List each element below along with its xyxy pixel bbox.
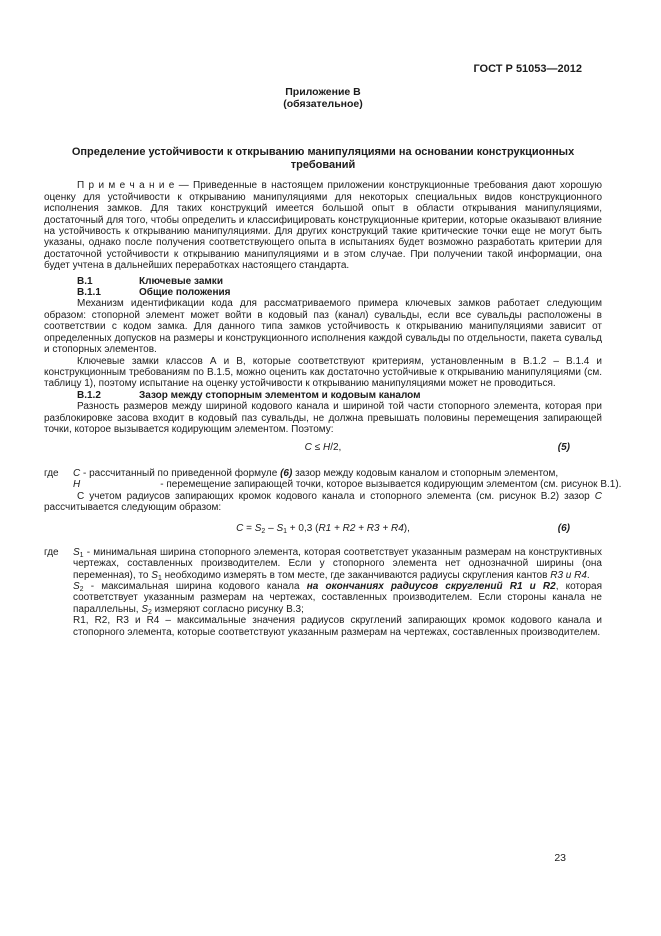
definition-text: . <box>586 569 590 581</box>
definition-text: необходимо измерять в том месте, где заканчиваются радиусы скругления кантов <box>161 569 551 581</box>
definition-text: , которая соответствует указанным размерам на чертежах, составленных производителем. Если стороны канала не параллельны, <box>73 581 603 615</box>
formula-variable: C <box>236 523 244 535</box>
definition-item-s1 <box>73 547 602 581</box>
page-number: 23 <box>554 852 566 864</box>
formula-operator: = <box>243 523 255 535</box>
formula-operator: – <box>265 523 277 535</box>
body-paragraph-mechanism: Механизм идентификации кода для рассматриваемого примера ключевых замков работает следующим образом: стопорной элемент может войти в кодовый паз (канал) сувальды, если все сувальды расположены в соответствии с кодом замка. Для данного типа замков устойчивость к открыванию манипуляциями зависит от определенных допусков на размеры и конструкционного исполнения каждой сувальды по отдельности, пакета сувальд и стопорных элементов. <box>44 298 602 356</box>
emphasized-phrase: на окончаниях радиусов скруглений R1 и R2 <box>306 581 556 592</box>
variable-subscript: 1 <box>157 574 162 582</box>
where-block-1 <box>44 467 622 491</box>
definition-text: - рассчитанный по приведенной формуле <box>80 467 281 479</box>
definition-item-radii: R1, R2, R3 и R4 – максимальные значения радиусов скруглений запирающих кромок кодового канала и стопорного элемента, которые соответствуют указанным размерам на чертежах, составленных производителем. <box>73 615 602 638</box>
formula-text: + 0,3 ( <box>287 523 319 535</box>
variable-subscript: 2 <box>79 586 84 593</box>
note-text: Приведенные в настоящем приложении конструкционные требования дают хорошую оценку для устойчивости к открыванию манипуляциями для некоторых специальных видов конструкционного исполнения замков. Для таких конструкций имеется большой опыт в области открывания манипуляциями, достаточный для того, чтобы определить и классифицировать конструкционные критерии, которые оказывают влияние на устойчивость к открыванию манипуляциями. Для других конструкций такие критические точки еще не могут быть указаны, однако после получения соответствующего опыта в испытаниях будет возможно разработать критерии для достаточной устойчивости к открыванию манипуляциями и в этом случае. При получении такой информации, она будет учтена в дальнейших переработках настоящего стандарта. <box>44 180 603 272</box>
formula-5 <box>44 442 602 453</box>
variable-r3-r4: R3 и R4 <box>550 569 587 581</box>
body-paragraph-classes: Ключевые замки классов А и В, которые соответствуют критериям, установленным в В.1.2 – В.1.4 и конструкционным требованиям по В.1.5, можно оценить как достаточно устойчивые к открыванию манипуляциями (см. таблицу 1), поэтому испытание на оценку устойчивости к открыванию манипуляциями может не проводиться. <box>44 355 602 390</box>
definition-text: - перемещение запирающей точки, которое вызывается кодирующим элементом (см. рисунок В.1). <box>160 479 622 491</box>
standard-reference: ГОСТ Р 51053—2012 <box>473 63 582 75</box>
formula-variable: S <box>254 523 262 535</box>
paragraph-text: С учетом радиусов запирающих кромок кодового канала и стопорного элемента (см. рисунок В.2) зазор <box>77 490 595 502</box>
formula-6-expression <box>236 523 410 534</box>
note-paragraph <box>44 180 602 271</box>
body-paragraph-clearance: Разность размеров между шириной кодового канала и шириной той части стопорного элемента, которая при разблокировке засова входит в кодовый паз сувальды, не должна превышать половины перемещения запирающей точки, которое вызывается кодирующим элементом. Поэтому: <box>44 401 602 435</box>
formula-text: ), <box>403 523 410 535</box>
variable-c: C <box>594 490 602 502</box>
formula-reference: (6) <box>280 467 293 479</box>
formula-subscript: 1 <box>283 528 288 536</box>
document-title: Определение устойчивости к открыванию манипуляциями на основании конструкционных требований <box>71 146 575 172</box>
formula-operator: ≤ <box>311 442 323 454</box>
body-paragraph-radii <box>44 491 602 514</box>
section-title: Ключевые замки <box>139 275 223 287</box>
formula-6-number: (6) <box>557 523 570 535</box>
where-label: где <box>44 546 59 558</box>
document-content <box>44 0 622 638</box>
definition-item-h <box>73 479 622 491</box>
definition-text: - максимальная ширина кодового канала <box>83 581 307 592</box>
variable-c: C <box>73 467 81 479</box>
appendix-heading <box>44 86 602 110</box>
variable-s1: S <box>151 569 158 581</box>
formula-variable: S <box>276 523 284 535</box>
where-block-2 <box>44 547 602 638</box>
definition-text: зазор между кодовым каналом и стопорным элементом, <box>292 467 559 479</box>
appendix-label: Приложение В <box>285 86 361 99</box>
where-label: где <box>44 467 59 479</box>
variable-s2: S <box>73 581 80 592</box>
formula-variable: R1 + R2 + R3 + R4 <box>318 523 404 535</box>
formula-text: /2, <box>330 442 342 454</box>
section-heading-b1 <box>44 276 602 287</box>
variable-s1: S <box>73 546 80 558</box>
formula-6 <box>44 523 602 534</box>
variable-h: H <box>73 479 81 491</box>
definition-item-c <box>73 468 602 479</box>
paragraph-text: рассчитывается следующим образом: <box>44 501 222 513</box>
formula-5-expression <box>305 442 342 453</box>
section-title: Зазор между стопорным элементом и кодовым каналом <box>139 389 421 401</box>
variable-s2: S <box>141 603 148 615</box>
section-heading-b12 <box>44 390 602 401</box>
formula-subscript: 2 <box>261 528 266 536</box>
section-heading-b11 <box>44 287 602 298</box>
section-number: В.1.2 <box>77 389 101 401</box>
formula-5-number: (5) <box>557 442 570 454</box>
definition-text: измеряют согласно рисунку В.3; <box>151 603 304 615</box>
variable-subscript: 2 <box>147 608 152 616</box>
definition-text: - минимальная ширина стопорного элемента, которая соответствует указанным размерам на конструктивных чертежах, составленных производителем. Если у стопорного элемента нет однозначной ширины (она переменная), то <box>73 546 602 581</box>
formula-variable: C <box>304 442 312 454</box>
section-number: В.1.1 <box>77 287 101 299</box>
variable-subscript: 1 <box>79 551 84 559</box>
section-title: Общие положения <box>139 287 231 299</box>
definition-item-s2 <box>73 581 602 615</box>
appendix-type-label: (обязательное) <box>283 98 363 111</box>
note-dash: — <box>174 180 194 192</box>
note-label: П р и м е ч а н и е <box>77 180 175 192</box>
formula-variable: H <box>322 442 331 454</box>
section-number: В.1 <box>77 275 93 287</box>
